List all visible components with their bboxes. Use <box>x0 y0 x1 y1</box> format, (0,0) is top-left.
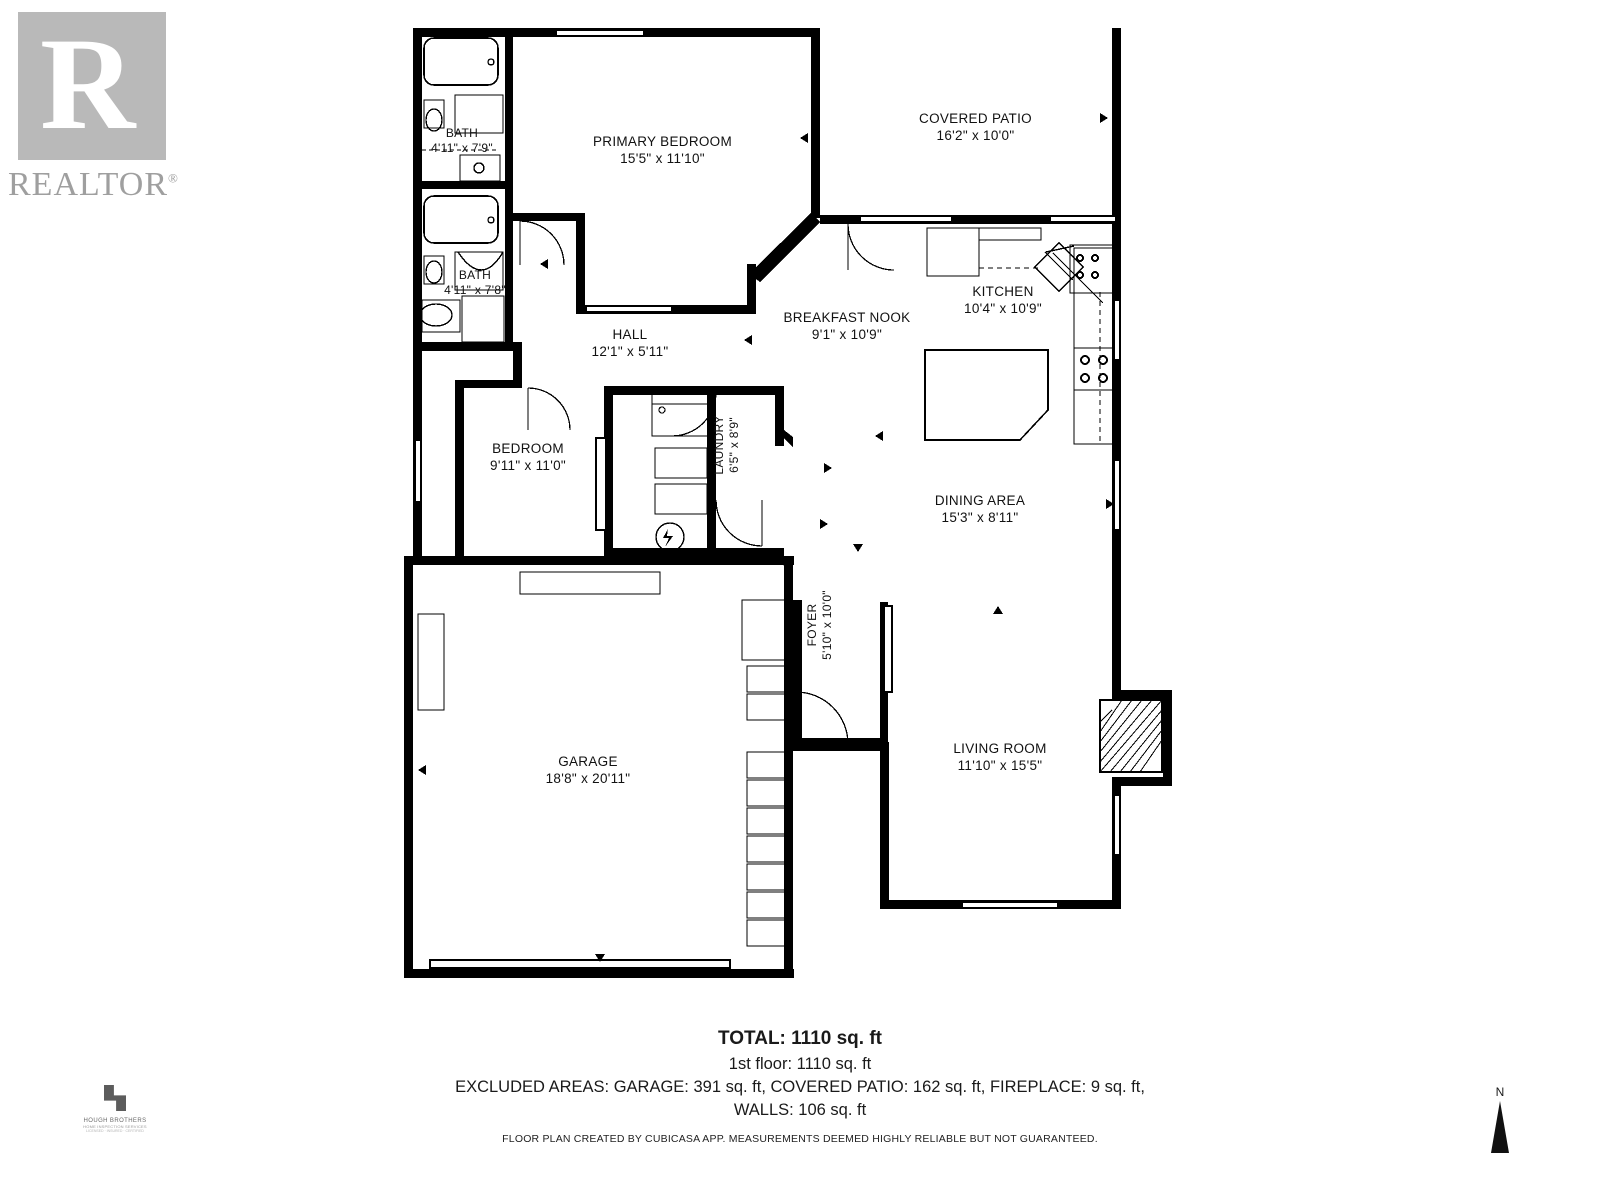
floorplan-disclaimer: FLOOR PLAN CREATED BY CUBICASA APP. MEASUREMENTS DEEMED HIGHLY RELIABLE BUT NOT GUARANTEED. <box>502 1133 1098 1145</box>
room-name: FOYER <box>805 603 819 647</box>
excluded-areas-line-2: WALLS: 106 sq. ft <box>733 1101 867 1119</box>
room-name: PRIMARY BEDROOM <box>592 134 733 149</box>
registered-mark: ® <box>168 170 179 186</box>
room-dims: 12'1" x 5'11" <box>591 344 669 359</box>
brand-name: HOUGH BROTHERS <box>83 1118 147 1124</box>
compass-label: N <box>1495 1085 1505 1099</box>
room-dims: 16'2" x 10'0" <box>936 128 1015 143</box>
room-name: BATH <box>445 126 479 140</box>
room-name: COVERED PATIO <box>919 111 1032 126</box>
room-label-bedroom <box>428 440 628 474</box>
room-name: DINING AREA <box>934 493 1026 508</box>
room-dims: 9'1" x 10'9" <box>811 327 883 342</box>
first-floor-area: 1st floor: 1110 sq. ft <box>728 1055 872 1073</box>
room-dims: 10'4" x 10'9" <box>964 301 1042 316</box>
realtor-logo-letter: R <box>40 10 136 157</box>
room-name: KITCHEN <box>972 284 1034 299</box>
room-dims: 15'3" x 8'11" <box>941 510 1019 525</box>
room-name: LIVING ROOM <box>953 741 1047 756</box>
compass-north <box>1480 1085 1520 1175</box>
brand-subtagline: LICENSED · INSURED · CERTIFIED <box>86 1129 144 1133</box>
room-dims: 18'8" x 20'11" <box>545 771 631 786</box>
room-dims: 15'5" x 11'10" <box>620 151 705 166</box>
north-arrow-icon <box>1491 1101 1509 1153</box>
room-dims: 6'5" x 8'9" <box>727 417 741 473</box>
room-dims: 5'10" x 10'0" <box>820 590 834 660</box>
total-area: TOTAL: 1110 sq. ft <box>717 1028 882 1049</box>
realtor-wordmark-text: REALTOR <box>8 166 169 203</box>
room-label-breakfast-nook <box>742 309 952 343</box>
brand-tagline: HOME INSPECTION SERVICES <box>83 1124 147 1129</box>
room-label-dining-area <box>885 492 1075 526</box>
area-summary <box>0 1028 1600 1145</box>
room-label-garage <box>488 753 688 787</box>
brand-glyph-icon <box>104 1085 126 1111</box>
room-label-bath-1 <box>412 126 512 156</box>
excluded-areas-line-1: EXCLUDED AREAS: GARAGE: 391 sq. ft, COVERED PATIO: 162 sq. ft, FIREPLACE: 9 sq. ft, <box>455 1078 1145 1096</box>
room-name: LAUNDRY <box>712 415 726 475</box>
room-label-foyer <box>805 570 835 680</box>
room-label-bath-2 <box>425 268 525 298</box>
room-label-covered-patio <box>858 110 1093 144</box>
room-name: BEDROOM <box>492 441 564 456</box>
room-dims: 9'11" x 11'0" <box>490 458 566 473</box>
realtor-logo <box>8 8 198 203</box>
room-label-primary-bedroom <box>545 133 780 167</box>
room-label-hall <box>530 326 730 360</box>
room-dims: 11'10" x 15'5" <box>957 758 1043 773</box>
room-dims: 4'11" x 7'9" <box>431 141 493 155</box>
realtor-logo-mark <box>18 12 166 160</box>
room-name: BREAKFAST NOOK <box>783 310 911 325</box>
room-label-laundry <box>712 390 742 500</box>
room-name: BATH <box>458 268 492 282</box>
realtor-wordmark <box>8 166 179 204</box>
room-label-living-room <box>905 740 1095 774</box>
room-name: GARAGE <box>558 754 618 769</box>
inspector-brand-logo <box>60 1085 170 1135</box>
room-name: HALL <box>612 327 648 342</box>
room-dims: 4'11" x 7'8" <box>444 283 506 297</box>
